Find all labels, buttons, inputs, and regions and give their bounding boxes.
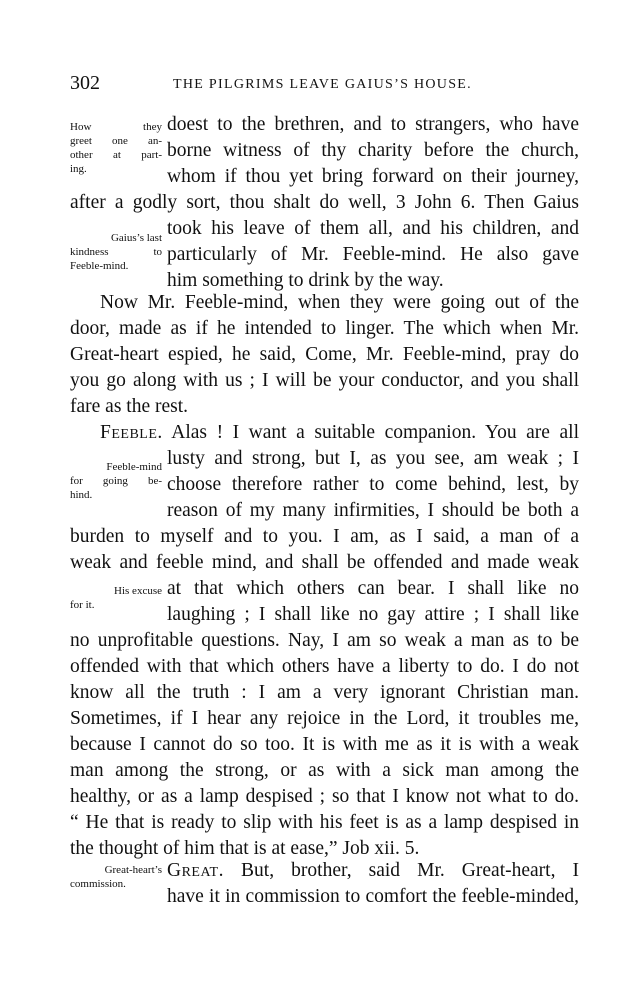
body-line: door, made as if he intended to linger. The which when Mr. (70, 318, 579, 339)
page-number: 302 (70, 72, 100, 94)
margin-note-his-excuse (70, 584, 162, 612)
great-speech-line (167, 858, 579, 884)
body-line: at that which others can bear. I shall like no (167, 578, 579, 599)
margin-note-line: How they (70, 121, 162, 133)
running-title: THE PILGRIMS LEAVE GAIUS’S HOUSE. (173, 77, 472, 92)
body-line: lusty and strong, but I, as you see, am weak ; I (167, 448, 579, 469)
body-line: him something to drink by the way. (167, 270, 444, 291)
margin-note-gaius-kindness (70, 231, 162, 273)
body-line: the thought of him that is at ease,” Job xii. 5. (70, 838, 420, 859)
body-line: no unprofitable questions. Nay, I am so weak a man as to be (70, 630, 579, 651)
margin-note-line: ing. (70, 163, 87, 175)
body-line: healthy, or as a lamp despised ; so that I know not what to do. (70, 786, 579, 807)
margin-note-line: hind. (70, 489, 93, 501)
margin-note-how-they-greet (70, 120, 162, 176)
margin-note-line: commission. (70, 878, 126, 890)
body-line: took his leave of them all, and his children, and (167, 218, 579, 239)
margin-note-line: Feeble-mind (106, 461, 162, 473)
margin-note-line: for going be- (70, 475, 162, 487)
body-line: choose therefore rather to come behind, lest, by (167, 474, 579, 495)
margin-note-line: other at part- (70, 149, 162, 161)
body-line: particularly of Mr. Feeble-mind. He also gave (167, 244, 579, 265)
page-header (70, 72, 582, 98)
margin-note-line: kindness to (70, 246, 162, 258)
body-line: laughing ; I shall like no gay attire ; I shall like (167, 604, 579, 625)
feeble-speech-line (100, 420, 579, 446)
body-line: offended with that which others have a liberty to do. I do not (70, 656, 579, 677)
body-line: Great-heart espied, he said, Come, Mr. Feeble-mind, pray do (70, 344, 579, 365)
body-line: burden to myself and to you. I am, as I said, a man of a (70, 526, 579, 547)
body-line-text: But, brother, said Mr. Great-heart, I (241, 860, 580, 881)
body-line: man among the strong, or as with a sick man among the (70, 760, 579, 781)
body-line: you go along with us ; I will be your conductor, and you shall (70, 370, 579, 391)
body-line: because I cannot do so too. It is with me as it is with a weak (70, 734, 579, 755)
body-line: know all the truth : I am a very ignorant Christian man. (70, 682, 579, 703)
body-line: have it in commission to comfort the feeble-minded, (167, 886, 579, 907)
margin-note-great-heart-commission (70, 863, 162, 891)
body-line: weak and feeble mind, and shall be offended and made weak (70, 552, 579, 573)
body-line: Now Mr. Feeble-mind, when they were going out of the (100, 292, 579, 313)
margin-note-line: for it. (70, 599, 95, 611)
margin-note-line: Great-heart’s (104, 864, 162, 876)
speaker-great: Great. (167, 860, 224, 881)
speaker-feeble: Feeble. (100, 422, 163, 443)
body-line: fare as the rest. (70, 396, 189, 417)
margin-note-line: greet one an- (70, 135, 162, 147)
body-line: whom if thou yet bring forward on their journey, (167, 166, 579, 187)
body-line: after a godly sort, thou shalt do well, 3 John 6. Then Gaius (70, 192, 579, 213)
body-line: “ He that is ready to slip with his feet is as a lamp despised in (70, 812, 579, 833)
margin-note-line: Feeble-mind. (70, 260, 129, 272)
body-line: borne witness of thy charity before the church, (167, 140, 579, 161)
body-line-text: Alas ! I want a suitable companion. You are all (171, 422, 579, 443)
margin-note-feeble-behind (70, 460, 162, 502)
body-line: reason of my many infirmities, I should be both a (167, 500, 579, 521)
body-line: Sometimes, if I hear any rejoice in the Lord, it troubles me, (70, 708, 579, 729)
margin-note-line: Gaius’s last (110, 232, 162, 244)
body-line: doest to the brethren, and to strangers, who have (167, 114, 579, 135)
margin-note-line: His excuse (114, 585, 162, 597)
